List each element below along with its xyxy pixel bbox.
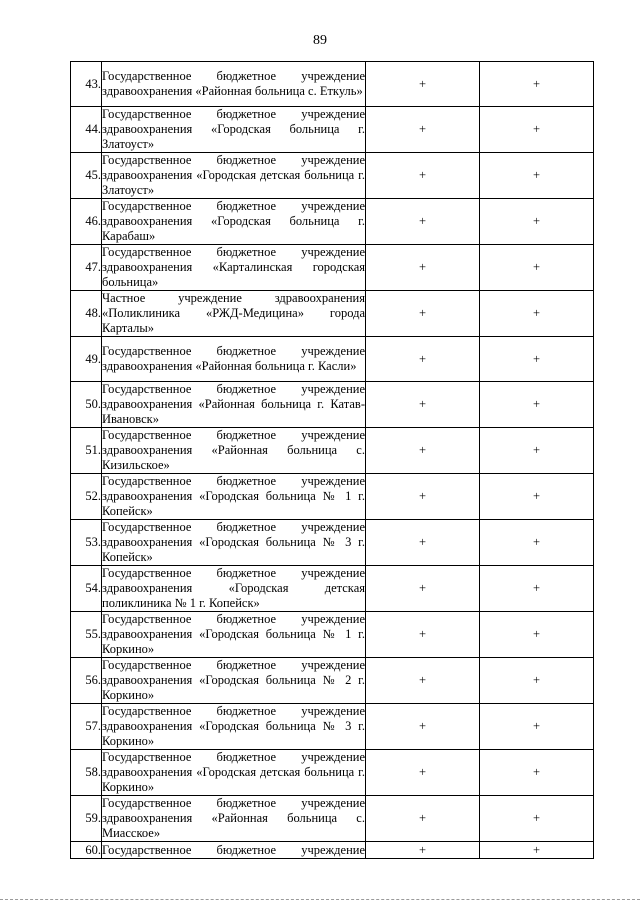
- mark-column-1: +: [366, 291, 480, 337]
- mark-column-1: +: [366, 62, 480, 107]
- institution-name: Государственное бюджетное учреждение здравоохранения «Районная больница г. Катав-Ивановск»: [102, 382, 365, 426]
- mark-column-1: +: [366, 382, 480, 428]
- mark-column-2: +: [480, 428, 594, 474]
- institution-cell: [102, 337, 366, 382]
- mark-column-2: +: [480, 291, 594, 337]
- table-row: [71, 520, 594, 566]
- institution-name: Частное учреждение здравоохранения «Поликлиника «РЖД-Медицина» города Карталы»: [102, 291, 365, 335]
- row-number: 55.: [71, 612, 102, 658]
- mark-column-1: +: [366, 428, 480, 474]
- mark-column-1: +: [366, 474, 480, 520]
- institution-name: Государственное бюджетное учреждение здравоохранения «Городская больница г. Златоуст»: [102, 107, 365, 151]
- mark-column-2: +: [480, 842, 594, 859]
- table-row: [71, 62, 594, 107]
- institution-cell: [102, 842, 366, 859]
- institution-cell: [102, 62, 366, 107]
- row-number: 47.: [71, 245, 102, 291]
- institution-name: Государственное бюджетное учреждение здравоохранения «Городская детская больница г. Златоуст»: [102, 153, 365, 197]
- mark-column-2: +: [480, 199, 594, 245]
- institution-cell: [102, 199, 366, 245]
- institution-cell: [102, 382, 366, 428]
- mark-column-2: +: [480, 520, 594, 566]
- institution-name: Государственное бюджетное учреждение здравоохранения «Городская больница № 3 г. Копейск»: [102, 520, 365, 564]
- institution-cell: [102, 474, 366, 520]
- institution-cell: [102, 245, 366, 291]
- mark-column-2: +: [480, 566, 594, 612]
- institutions-table-body: [71, 62, 594, 859]
- row-number: 56.: [71, 658, 102, 704]
- row-number: 57.: [71, 704, 102, 750]
- institution-name: Государственное бюджетное учреждение здравоохранения «Районная больница с. Миасское»: [102, 796, 365, 840]
- institution-name: Государственное бюджетное учреждение здравоохранения «Городская больница № 3 г. Коркино»: [102, 704, 365, 748]
- table-row: [71, 153, 594, 199]
- table-row: [71, 796, 594, 842]
- row-number: 43.: [71, 62, 102, 107]
- institutions-table: [70, 61, 594, 859]
- table-row: [71, 245, 594, 291]
- mark-column-1: +: [366, 107, 480, 153]
- institution-name: Государственное бюджетное учреждение здравоохранения «Городская больница № 2 г. Коркино»: [102, 658, 365, 702]
- row-number: 53.: [71, 520, 102, 566]
- institution-name: Государственное бюджетное учреждение здравоохранения «Городская детская больница г. Коркино»: [102, 750, 365, 794]
- institution-name: Государственное бюджетное учреждение здравоохранения «Районная больница с. Кизильское»: [102, 428, 365, 472]
- mark-column-2: +: [480, 245, 594, 291]
- row-number: 46.: [71, 199, 102, 245]
- mark-column-1: +: [366, 520, 480, 566]
- table-row: [71, 566, 594, 612]
- mark-column-1: +: [366, 658, 480, 704]
- institution-name: Государственное бюджетное учреждение: [102, 842, 365, 857]
- mark-column-1: +: [366, 153, 480, 199]
- institution-name: Государственное бюджетное учреждение здравоохранения «Городская детская поликлиника № 1 г. Копейск»: [102, 566, 365, 610]
- table-row: [71, 612, 594, 658]
- mark-column-2: +: [480, 337, 594, 382]
- institution-cell: [102, 796, 366, 842]
- row-number: 58.: [71, 750, 102, 796]
- row-number: 49.: [71, 337, 102, 382]
- row-number: 52.: [71, 474, 102, 520]
- institution-cell: [102, 520, 366, 566]
- mark-column-1: +: [366, 750, 480, 796]
- institution-cell: [102, 566, 366, 612]
- row-number: 51.: [71, 428, 102, 474]
- row-number: 59.: [71, 796, 102, 842]
- mark-column-2: +: [480, 704, 594, 750]
- institution-cell: [102, 428, 366, 474]
- page-bottom-edge: [0, 899, 640, 900]
- table-row: [71, 337, 594, 382]
- mark-column-1: +: [366, 704, 480, 750]
- table-row: [71, 750, 594, 796]
- table-row: [71, 382, 594, 428]
- mark-column-2: +: [480, 107, 594, 153]
- table-row: [71, 107, 594, 153]
- table-row: [71, 658, 594, 704]
- mark-column-2: +: [480, 153, 594, 199]
- mark-column-2: +: [480, 750, 594, 796]
- mark-column-1: +: [366, 566, 480, 612]
- mark-column-2: +: [480, 796, 594, 842]
- row-number: 44.: [71, 107, 102, 153]
- institution-cell: [102, 658, 366, 704]
- row-number: 48.: [71, 291, 102, 337]
- mark-column-2: +: [480, 658, 594, 704]
- table-row: [71, 704, 594, 750]
- row-number: 54.: [71, 566, 102, 612]
- table-row: [71, 474, 594, 520]
- table-row: [71, 291, 594, 337]
- mark-column-1: +: [366, 245, 480, 291]
- mark-column-2: +: [480, 382, 594, 428]
- row-number: 45.: [71, 153, 102, 199]
- institution-name: Государственное бюджетное учреждение здравоохранения «Карталинская городская больница»: [102, 245, 365, 289]
- institution-cell: [102, 704, 366, 750]
- table-row: [71, 199, 594, 245]
- table-row: [71, 842, 594, 859]
- row-number: 50.: [71, 382, 102, 428]
- institution-name: Государственное бюджетное учреждение здравоохранения «Районная больница г. Касли»: [102, 344, 365, 373]
- mark-column-1: +: [366, 337, 480, 382]
- mark-column-2: +: [480, 612, 594, 658]
- mark-column-2: +: [480, 62, 594, 107]
- mark-column-1: +: [366, 612, 480, 658]
- mark-column-1: +: [366, 199, 480, 245]
- mark-column-2: +: [480, 474, 594, 520]
- institution-name: Государственное бюджетное учреждение здравоохранения «Районная больница с. Еткуль»: [102, 69, 365, 98]
- institution-cell: [102, 612, 366, 658]
- mark-column-1: +: [366, 796, 480, 842]
- page-number: 89: [313, 33, 327, 48]
- row-number: 60.: [71, 842, 102, 859]
- institution-cell: [102, 107, 366, 153]
- institution-cell: [102, 153, 366, 199]
- table-row: [71, 428, 594, 474]
- mark-column-1: +: [366, 842, 480, 859]
- institution-name: Государственное бюджетное учреждение здравоохранения «Городская больница № 1 г. Копейск»: [102, 474, 365, 518]
- institution-name: Государственное бюджетное учреждение здравоохранения «Городская больница № 1 г. Коркино»: [102, 612, 365, 656]
- institution-cell: [102, 291, 366, 337]
- institution-cell: [102, 750, 366, 796]
- institution-name: Государственное бюджетное учреждение здравоохранения «Городская больница г. Карабаш»: [102, 199, 365, 243]
